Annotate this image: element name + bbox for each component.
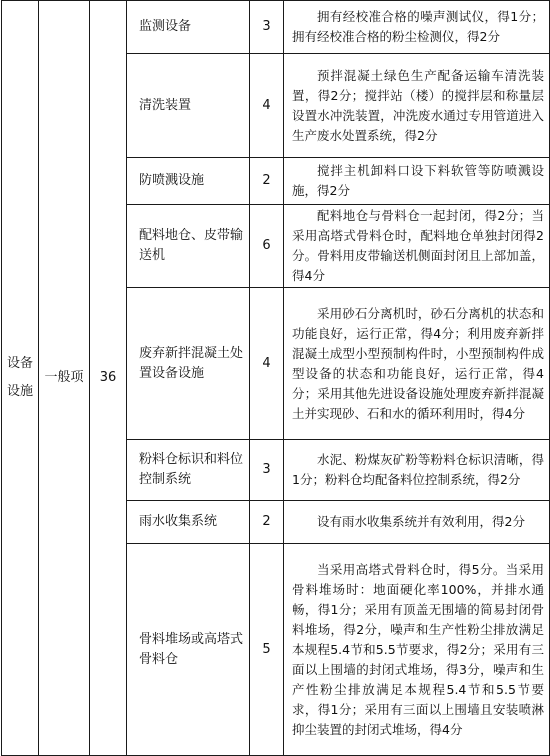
item-name: 监测设备 xyxy=(127,1,250,54)
category-cell xyxy=(2,1,39,756)
item-description: 当采用高塔式骨料仓时，得5分。当采用骨料堆场时：地面硬化率100%，并排水通畅，得1分；采用有顶盖无围墙的简易封闭骨料堆场，得2分，噪声和生产性粉尘排放满足本规程5.4节和5.5节要求，得2分；采用有三面以上围墙的封闭式堆场，得3分，噪声和生产性粉尘排放满足本规程5.4节和5.5节要求，得1分；采用有三面以上围墙且安装喷淋抑尘装置的封闭式堆场，得4分 xyxy=(284,544,550,756)
item-score: 4 xyxy=(250,288,284,440)
item-name: 配料地仓、皮带输送机 xyxy=(127,205,250,288)
item-description: 设有雨水收集系统并有效利用，得2分 xyxy=(284,501,550,544)
level-cell: 一般项 xyxy=(39,1,90,756)
item-name: 雨水收集系统 xyxy=(127,501,250,544)
category-label-line1: 设备 xyxy=(6,356,33,371)
item-score: 2 xyxy=(250,501,284,544)
item-description: 配料地仓与骨料仓一起封闭，得2分；当采用高塔式骨料仓时，配料地仓单独封闭得2分。骨料用皮带输送机侧面封闭且上部加盖，得4分 xyxy=(284,205,550,288)
item-score: 3 xyxy=(250,1,284,54)
item-name: 清洗装置 xyxy=(127,54,250,158)
item-description: 拥有经校准合格的噪声测试仪，得1分；拥有经校准合格的粉尘检测仪，得2分 xyxy=(284,1,550,54)
item-score: 6 xyxy=(250,205,284,288)
item-score: 4 xyxy=(250,54,284,158)
total-score-cell: 36 xyxy=(90,1,127,756)
item-name: 废弃新拌混凝土处置设备设施 xyxy=(127,288,250,440)
item-score: 5 xyxy=(250,544,284,756)
category-label-line2: 设施 xyxy=(6,384,33,399)
item-score: 3 xyxy=(250,440,284,501)
item-description: 搅拌主机卸料口设下料软管等防喷溅设施，得2分 xyxy=(284,158,550,205)
item-description: 采用砂石分离机时，砂石分离机的状态和功能良好，运行正常，得4分；利用废弃新拌混凝土成型小型预制构件时，小型预制构件成型设备的状态和功能良好，运行正常，得4分；采用其他先进设备设施处理废弃新拌混凝土并实现砂、石和水的循环利用时，得4分 xyxy=(284,288,550,440)
item-score: 2 xyxy=(250,158,284,205)
item-description: 水泥、粉煤灰矿粉等粉料仓标识清晰，得1分；粉料仓均配备料位控制系统，得2分 xyxy=(284,440,550,501)
item-name: 粉料仓标识和料位控制系统 xyxy=(127,440,250,501)
item-description: 预拌混凝土绿色生产配备运输车清洗装置，得2分；搅拌站（楼）的搅拌层和称量层设置水冲洗装置，冲洗废水通过专用管道进入生产废水处置系统，得2分 xyxy=(284,54,550,158)
table-row xyxy=(2,1,550,54)
item-name: 防喷溅设施 xyxy=(127,158,250,205)
item-name: 骨料堆场或高塔式骨料仓 xyxy=(127,544,250,756)
scoring-table xyxy=(1,0,550,756)
